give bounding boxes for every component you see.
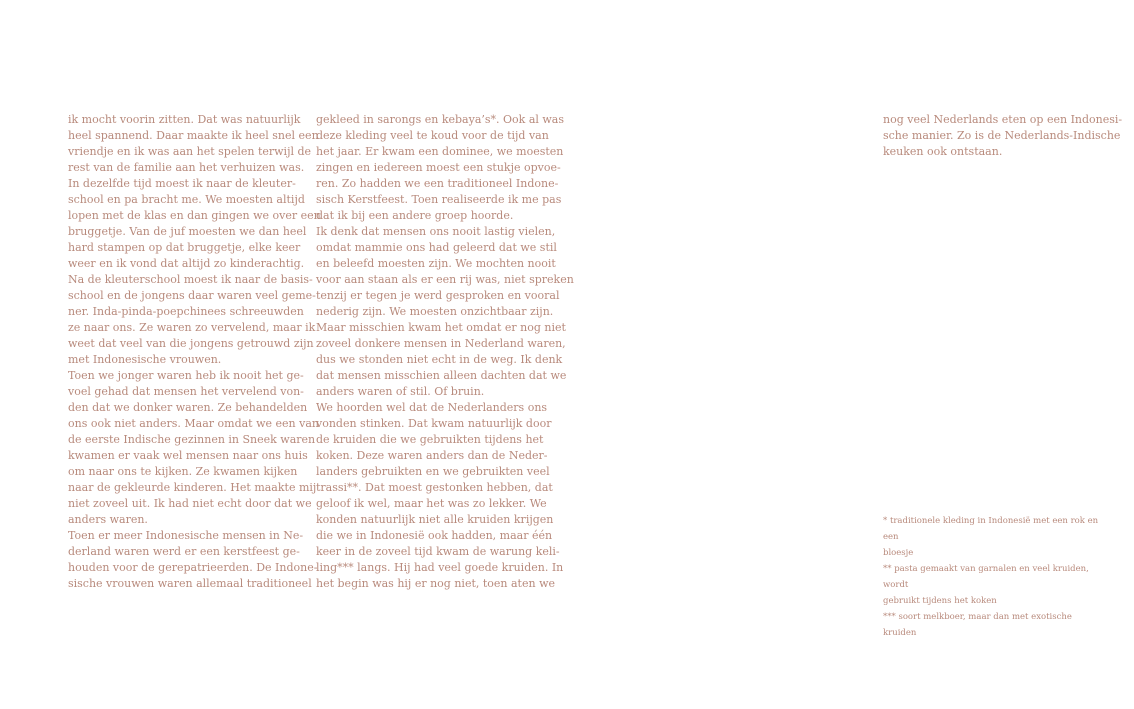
text-line: landers gebruikten en we gebruikten veel — [316, 465, 550, 478]
text-line: zingen en iedereen moest een stukje opvoe- — [316, 161, 561, 174]
footnote-line: *** soort melkboer, maar dan met exotische kruiden — [883, 612, 1072, 638]
text-line: zoveel donkere mensen in Nederland waren, — [316, 337, 566, 350]
text-line: vonden stinken. Dat kwam natuurlijk door — [316, 417, 552, 430]
text-line: gekleed in sarongs en kebaya’s*. Ook al was — [316, 113, 565, 126]
text-line: We hoorden wel dat de Nederlanders ons — [316, 401, 548, 414]
text-line: bruggetje. Van de juf moesten we dan heel — [68, 225, 307, 238]
text-column-left — [68, 112, 321, 592]
text-line: koken. Deze waren anders dan de Neder- — [316, 449, 548, 462]
text-column-right — [883, 112, 1123, 160]
text-line: weet dat veel van die jongens getrouwd zijn — [68, 337, 314, 350]
text-line: het begin was hij er nog niet, toen aten we — [316, 577, 555, 590]
text-line: en beleefd moesten zijn. We mochten nooit — [316, 257, 556, 270]
text-line: ik mocht voorin zitten. Dat was natuurlijk — [68, 113, 301, 126]
text-line: school en pa bracht me. We moesten altijd — [68, 193, 305, 206]
text-line: rest van de familie aan het verhuizen was. — [68, 161, 305, 174]
text-line: school en de jongens daar waren veel geme- — [68, 289, 316, 302]
text-line: Maar misschien kwam het omdat er nog niet — [316, 321, 566, 334]
text-line: dus we stonden niet echt in de weg. Ik denk — [316, 353, 563, 366]
text-line: derland waren werd er een kerstfeest ge- — [68, 545, 300, 558]
text-column-middle — [316, 112, 574, 592]
text-line: keuken ook ontstaan. — [883, 145, 1003, 158]
footnotes — [883, 513, 1105, 641]
text-line: voel gehad dat mensen het vervelend von- — [68, 385, 304, 398]
text-line: Toen er meer Indonesische mensen in Ne- — [68, 529, 304, 542]
text-line: om naar ons te kijken. Ze kwamen kijken — [68, 465, 298, 478]
text-line: keer in de zoveel tijd kwam de warung keli- — [316, 545, 560, 558]
text-line: lopen met de klas en dan gingen we over een — [68, 209, 321, 222]
text-line: ze naar ons. Ze waren zo vervelend, maar ik — [68, 321, 316, 334]
text-line: trassi**. Dat moest gestonken hebben, dat — [316, 481, 553, 494]
footnote-line: gebruikt tijdens het koken — [883, 596, 997, 606]
footnote-line: bloesje — [883, 548, 914, 558]
text-line: deze kleding veel te koud voor de tijd van — [316, 129, 549, 142]
text-line: tenzij er tegen je werd gesproken en vooral — [316, 289, 560, 302]
text-line: kwamen er vaak wel mensen naar ons huis — [68, 449, 308, 462]
text-line: sche manier. Zo is de Nederlands-Indische — [883, 129, 1121, 142]
text-line: sisch Kerstfeest. Toen realiseerde ik me pas — [316, 193, 562, 206]
text-line: houden voor de gerepatrieerden. De Indone- — [68, 561, 318, 574]
text-line: dat ik bij een andere groep hoorde. — [316, 209, 514, 222]
text-line: geloof ik wel, maar het was zo lekker. We — [316, 497, 547, 510]
text-line: naar de gekleurde kinderen. Het maakte mij — [68, 481, 317, 494]
text-line: ner. Inda-pinda-poepchinees schreeuwden — [68, 305, 304, 318]
text-line: weer en ik vond dat altijd zo kinderachtig. — [68, 257, 305, 270]
text-line: hard stampen op dat bruggetje, elke keer — [68, 241, 301, 254]
text-line: anders waren. — [68, 513, 148, 526]
text-line: niet zoveel uit. Ik had niet echt door dat we — [68, 497, 312, 510]
text-line: omdat mammie ons had geleerd dat we stil — [316, 241, 557, 254]
text-line: ling*** langs. Hij had veel goede kruiden. In — [316, 561, 564, 574]
footnote-line: * traditionele kleding in Indonesië met een rok en een — [883, 516, 1099, 542]
text-line: Ik denk dat mensen ons nooit lastig vielen, — [316, 225, 556, 238]
text-line: heel spannend. Daar maakte ik heel snel een — [68, 129, 319, 142]
text-line: In dezelfde tijd moest ik naar de kleuter- — [68, 177, 296, 190]
text-line: de eerste Indische gezinnen in Sneek waren — [68, 433, 316, 446]
text-line: anders waren of stil. Of bruin. — [316, 385, 485, 398]
text-line: voor aan staan als er een rij was, niet spreken — [316, 273, 574, 286]
text-line: die we in Indonesië ook hadden, maar één — [316, 529, 553, 542]
text-line: sische vrouwen waren allemaal traditioneel — [68, 577, 312, 590]
text-line: de kruiden die we gebruikten tijdens het — [316, 433, 544, 446]
text-line: nederig zijn. We moesten onzichtbaar zijn. — [316, 305, 554, 318]
text-line: vriendje en ik was aan het spelen terwijl de — [68, 145, 312, 158]
text-line: het jaar. Er kwam een dominee, we moesten — [316, 145, 564, 158]
footnote-line: ** pasta gemaakt van garnalen en veel kruiden, wordt — [883, 564, 1089, 590]
text-line: ons ook niet anders. Maar omdat we een van — [68, 417, 319, 430]
text-line: den dat we donker waren. Ze behandelden — [68, 401, 308, 414]
text-line: Na de kleuterschool moest ik naar de basis- — [68, 273, 313, 286]
text-line: nog veel Nederlands eten op een Indonesi- — [883, 113, 1123, 126]
text-line: dat mensen misschien alleen dachten dat we — [316, 369, 567, 382]
text-line: Toen we jonger waren heb ik nooit het ge- — [68, 369, 304, 382]
text-line: ren. Zo hadden we een traditioneel Indone- — [316, 177, 559, 190]
text-line: met Indonesische vrouwen. — [68, 353, 222, 366]
text-line: konden natuurlijk niet alle kruiden krijgen — [316, 513, 554, 526]
